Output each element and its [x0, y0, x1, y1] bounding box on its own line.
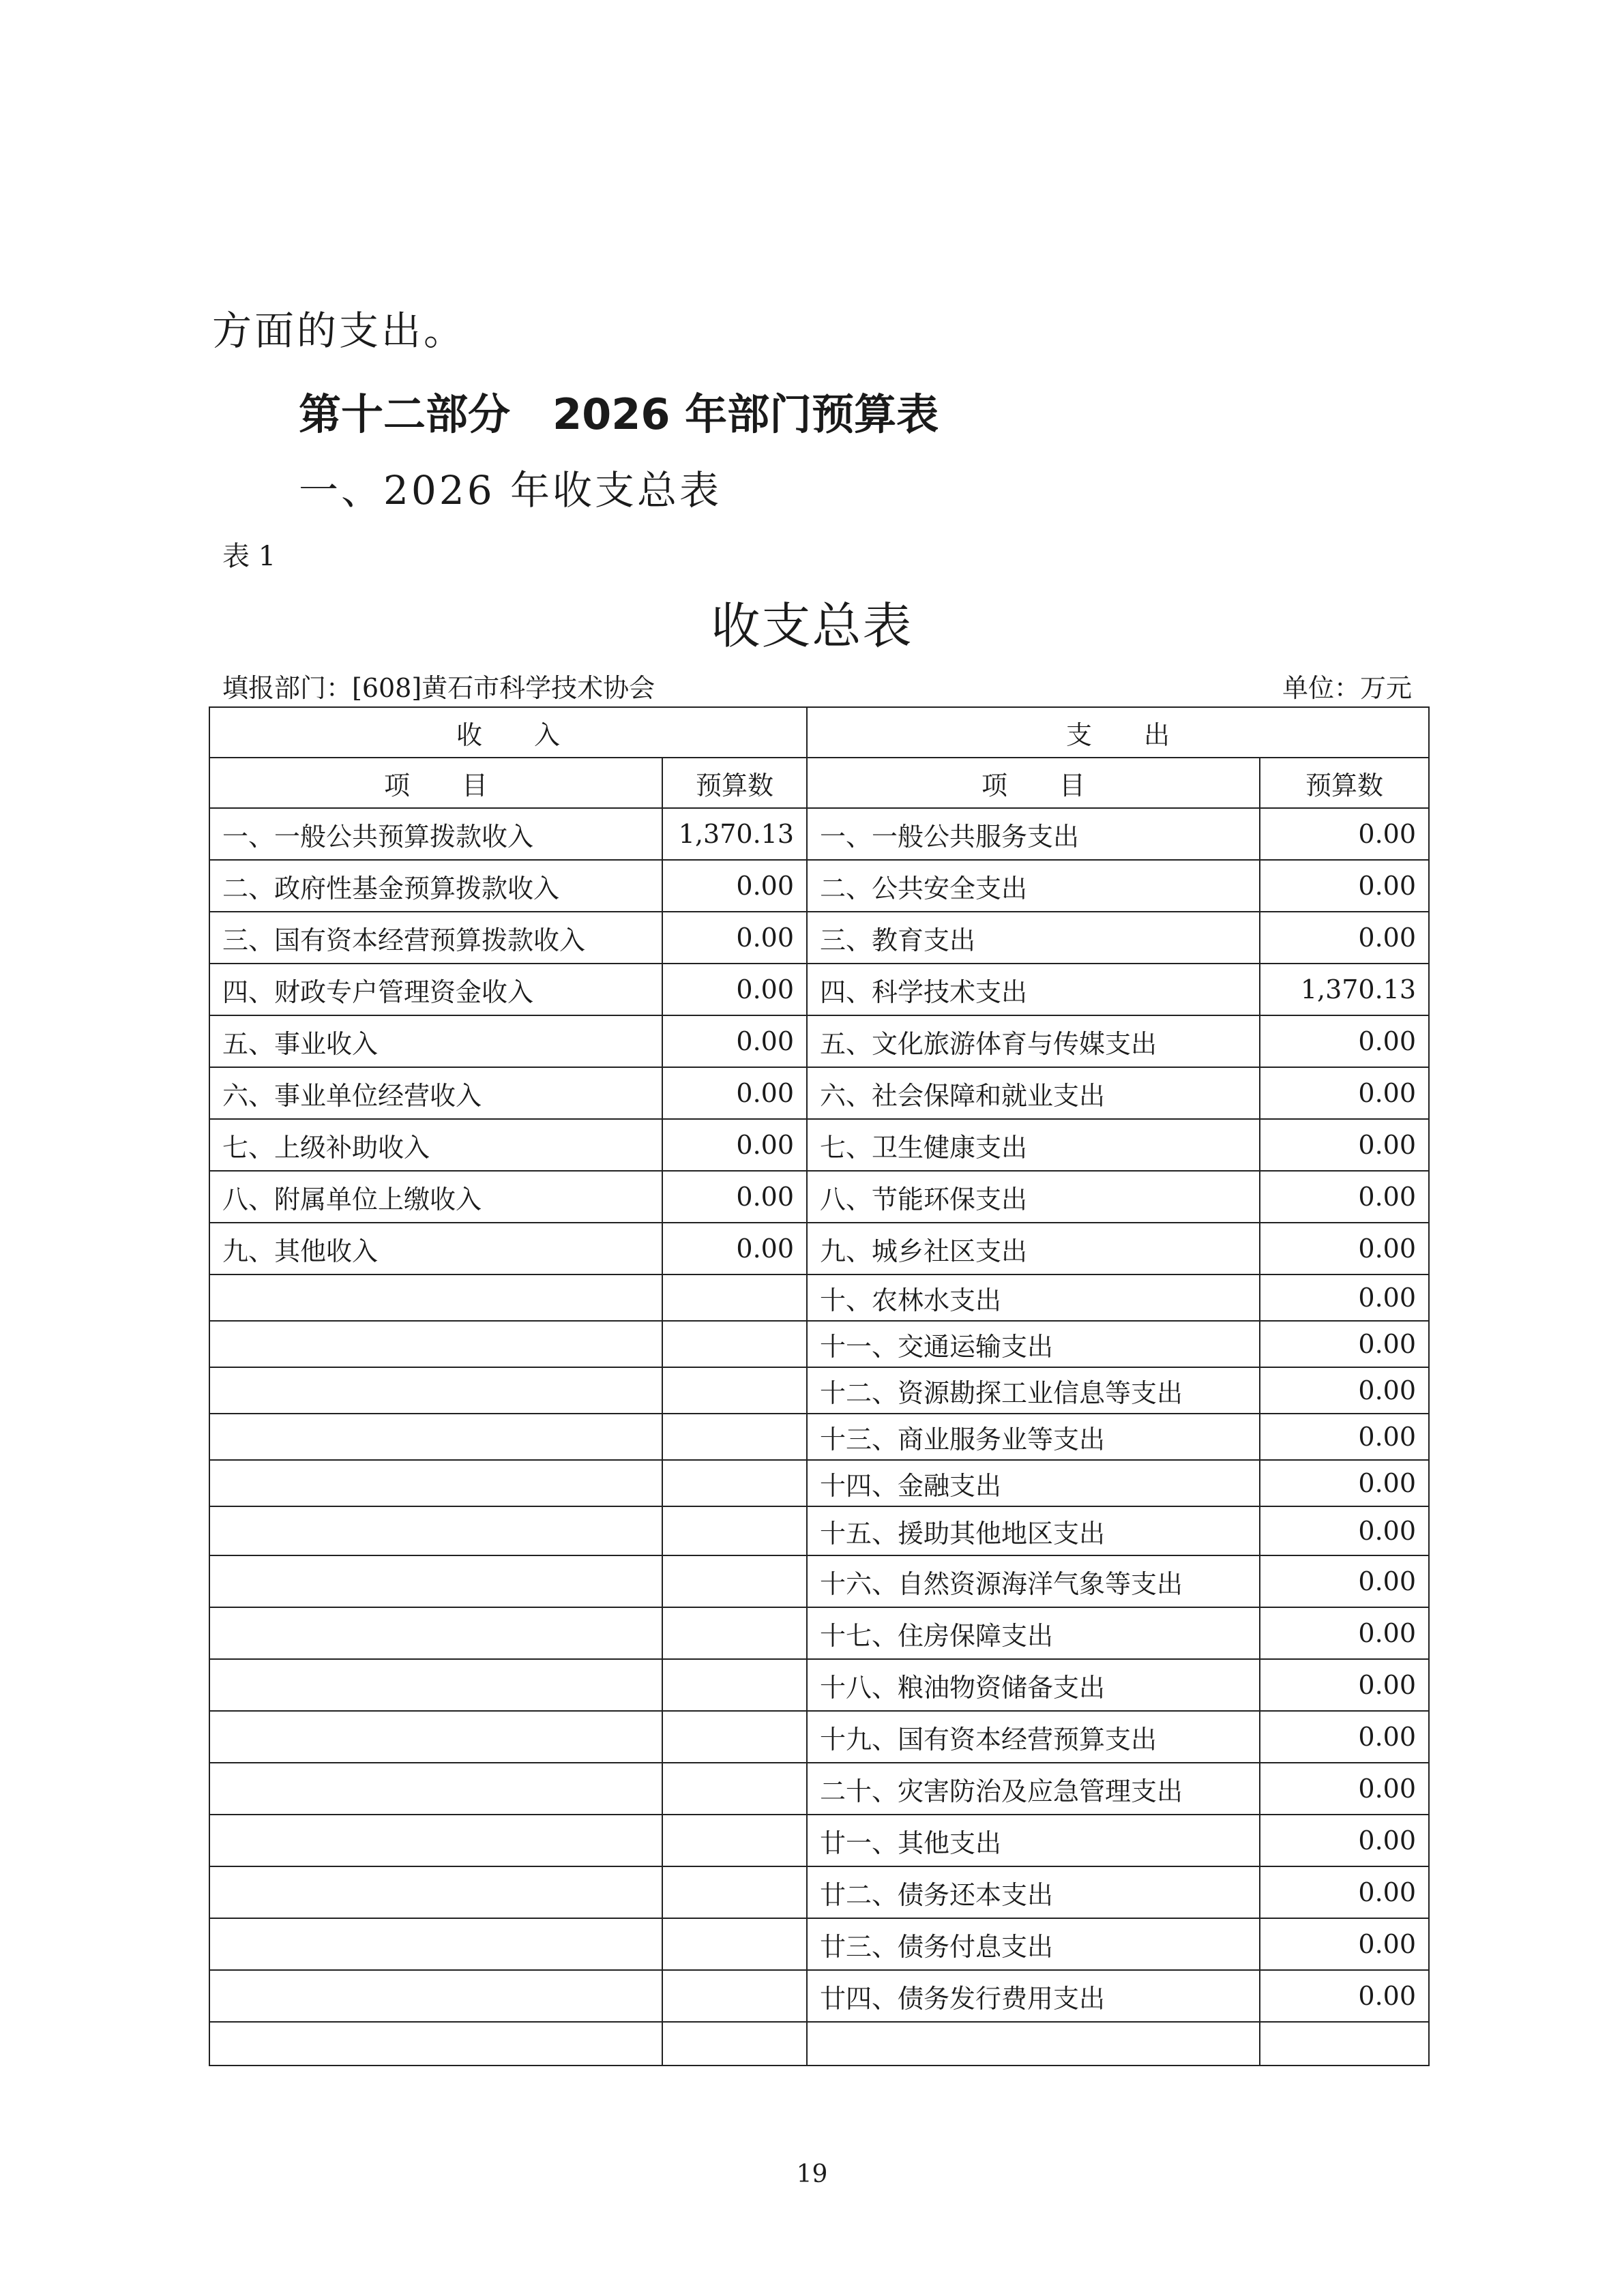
income-amount-cell — [662, 1918, 807, 1970]
income-amount-cell: 0.00 — [662, 964, 807, 1015]
income-item-cell — [209, 1918, 662, 1970]
income-budget-header: 预算数 — [662, 758, 807, 808]
expense-amount-cell: 0.00 — [1260, 860, 1429, 912]
table-row — [209, 1015, 1429, 1067]
income-item-cell — [209, 1763, 662, 1815]
expense-amount-cell: 0.00 — [1260, 1067, 1429, 1119]
income-amount-cell — [662, 1866, 807, 1918]
table-row — [209, 1970, 1429, 2022]
table-row — [209, 1414, 1429, 1460]
page-number: 19 — [796, 2160, 828, 2188]
income-amount-cell: 0.00 — [662, 1223, 807, 1274]
table-row — [209, 1321, 1429, 1367]
income-amount-cell — [662, 1970, 807, 2022]
income-amount-cell — [662, 1763, 807, 1815]
expense-amount-cell: 0.00 — [1260, 1119, 1429, 1171]
expense-item-cell — [807, 2022, 1260, 2066]
income-item-cell — [209, 1321, 662, 1367]
income-amount-cell — [662, 1321, 807, 1367]
expense-item-cell: 十二、资源勘探工业信息等支出 — [807, 1367, 1260, 1414]
income-item-cell — [209, 1970, 662, 2022]
expense-item-cell: 十三、商业服务业等支出 — [807, 1414, 1260, 1460]
income-amount-cell: 0.00 — [662, 1015, 807, 1067]
part-title: 第十二部分 2026 年部门预算表 — [299, 389, 939, 439]
income-item-cell — [209, 1506, 662, 1555]
income-item-cell: 四、财政专户管理资金收入 — [209, 964, 662, 1015]
income-amount-cell — [662, 1607, 807, 1659]
table-row — [209, 1506, 1429, 1555]
income-item-cell — [209, 2022, 662, 2066]
expense-item-cell: 四、科学技术支出 — [807, 964, 1260, 1015]
table-row — [209, 1711, 1429, 1763]
expense-item-cell: 六、社会保障和就业支出 — [807, 1067, 1260, 1119]
table-row — [209, 1119, 1429, 1171]
income-item-cell: 九、其他收入 — [209, 1223, 662, 1274]
income-amount-cell — [662, 1274, 807, 1321]
expense-amount-cell: 0.00 — [1260, 1970, 1429, 2022]
table-row — [209, 1555, 1429, 1607]
income-header: 收 入 — [209, 707, 807, 758]
table-row — [209, 1460, 1429, 1506]
section-title: 一、2026 年收支总表 — [299, 467, 722, 513]
income-item-cell — [209, 1815, 662, 1866]
expense-amount-cell: 0.00 — [1260, 1815, 1429, 1866]
expense-amount-cell: 0.00 — [1260, 1367, 1429, 1414]
expense-amount-cell: 0.00 — [1260, 1866, 1429, 1918]
income-amount-cell: 0.00 — [662, 1119, 807, 1171]
expense-amount-cell: 0.00 — [1260, 1274, 1429, 1321]
expense-amount-cell: 0.00 — [1260, 1223, 1429, 1274]
income-amount-cell: 0.00 — [662, 860, 807, 912]
expense-item-cell: 三、教育支出 — [807, 912, 1260, 964]
expense-item-cell: 九、城乡社区支出 — [807, 1223, 1260, 1274]
expense-amount-cell: 0.00 — [1260, 1460, 1429, 1506]
expense-amount-cell: 0.00 — [1260, 1918, 1429, 1970]
expense-item-cell: 八、节能环保支出 — [807, 1171, 1260, 1223]
expense-item-cell: 七、卫生健康支出 — [807, 1119, 1260, 1171]
table-number: 表 1 — [222, 541, 276, 572]
income-item-cell — [209, 1414, 662, 1460]
table-row — [209, 1815, 1429, 1866]
expense-item-cell: 十五、援助其他地区支出 — [807, 1506, 1260, 1555]
table-row — [209, 1866, 1429, 1918]
expense-item-cell: 五、文化旅游体育与传媒支出 — [807, 1015, 1260, 1067]
expense-item-cell: 十九、国有资本经营预算支出 — [807, 1711, 1260, 1763]
income-item-cell — [209, 1367, 662, 1414]
expense-amount-cell — [1260, 2022, 1429, 2066]
expense-item-cell: 二十、灾害防治及应急管理支出 — [807, 1763, 1260, 1815]
expense-amount-cell: 0.00 — [1260, 912, 1429, 964]
table-row — [209, 808, 1429, 860]
table-row — [209, 1223, 1429, 1274]
table-row — [209, 1763, 1429, 1815]
table-title: 收支总表 — [711, 597, 913, 655]
income-amount-cell: 0.00 — [662, 1171, 807, 1223]
income-item-cell — [209, 1460, 662, 1506]
income-item-cell — [209, 1711, 662, 1763]
expense-amount-cell: 0.00 — [1260, 1171, 1429, 1223]
expense-amount-cell: 0.00 — [1260, 1414, 1429, 1460]
expense-item-cell: 十六、自然资源海洋气象等支出 — [807, 1555, 1260, 1607]
expense-item-cell: 二、公共安全支出 — [807, 860, 1260, 912]
expense-item-cell: 十四、金融支出 — [807, 1460, 1260, 1506]
table-row — [209, 1659, 1429, 1711]
expense-item-cell: 廿二、债务还本支出 — [807, 1866, 1260, 1918]
table-row — [209, 1367, 1429, 1414]
expense-amount-cell: 0.00 — [1260, 1711, 1429, 1763]
expense-item-cell: 廿三、债务付息支出 — [807, 1918, 1260, 1970]
department-label: 填报部门：[608]黄石市科学技术协会 — [222, 673, 655, 703]
expense-amount-cell: 0.00 — [1260, 1321, 1429, 1367]
expense-item-cell: 十七、住房保障支出 — [807, 1607, 1260, 1659]
expense-amount-cell: 1,370.13 — [1260, 964, 1429, 1015]
expense-amount-cell: 0.00 — [1260, 808, 1429, 860]
expense-budget-header: 预算数 — [1260, 758, 1429, 808]
expense-item-cell: 十一、交通运输支出 — [807, 1321, 1260, 1367]
income-item-header: 项 目 — [209, 758, 662, 808]
table-row — [209, 912, 1429, 964]
income-item-cell: 八、附属单位上缴收入 — [209, 1171, 662, 1223]
table-row — [209, 860, 1429, 912]
income-amount-cell: 1,370.13 — [662, 808, 807, 860]
table-row — [209, 964, 1429, 1015]
table-row — [209, 1918, 1429, 1970]
expense-item-cell: 廿四、债务发行费用支出 — [807, 1970, 1260, 2022]
continuation-text: 方面的支出。 — [212, 308, 467, 354]
table-row — [209, 1067, 1429, 1119]
expense-amount-cell: 0.00 — [1260, 1763, 1429, 1815]
income-amount-cell — [662, 1659, 807, 1711]
expense-amount-cell: 0.00 — [1260, 1607, 1429, 1659]
expense-header: 支 出 — [807, 707, 1429, 758]
income-item-cell: 五、事业收入 — [209, 1015, 662, 1067]
expense-item-cell: 十八、粮油物资储备支出 — [807, 1659, 1260, 1711]
income-amount-cell — [662, 1460, 807, 1506]
expense-amount-cell: 0.00 — [1260, 1015, 1429, 1067]
expense-item-cell: 十、农林水支出 — [807, 1274, 1260, 1321]
table-row — [209, 2022, 1429, 2066]
income-item-cell: 一、一般公共预算拨款收入 — [209, 808, 662, 860]
expense-amount-cell: 0.00 — [1260, 1555, 1429, 1607]
income-amount-cell — [662, 1711, 807, 1763]
income-item-cell — [209, 1555, 662, 1607]
expense-item-cell: 廿一、其他支出 — [807, 1815, 1260, 1866]
income-amount-cell: 0.00 — [662, 912, 807, 964]
unit-label: 单位：万元 — [1282, 673, 1412, 703]
table-row — [209, 1274, 1429, 1321]
expense-item-cell: 一、一般公共服务支出 — [807, 808, 1260, 860]
income-amount-cell — [662, 1414, 807, 1460]
income-amount-cell — [662, 1367, 807, 1414]
budget-summary-table — [209, 706, 1430, 2066]
income-item-cell — [209, 1607, 662, 1659]
table-row — [209, 1607, 1429, 1659]
expense-amount-cell: 0.00 — [1260, 1659, 1429, 1711]
income-amount-cell — [662, 1506, 807, 1555]
income-item-cell: 六、事业单位经营收入 — [209, 1067, 662, 1119]
income-amount-cell: 0.00 — [662, 1067, 807, 1119]
expense-item-header: 项 目 — [807, 758, 1260, 808]
income-item-cell — [209, 1866, 662, 1918]
income-amount-cell — [662, 2022, 807, 2066]
income-item-cell: 二、政府性基金预算拨款收入 — [209, 860, 662, 912]
income-item-cell — [209, 1274, 662, 1321]
income-item-cell: 七、上级补助收入 — [209, 1119, 662, 1171]
income-amount-cell — [662, 1555, 807, 1607]
expense-amount-cell: 0.00 — [1260, 1506, 1429, 1555]
income-amount-cell — [662, 1815, 807, 1866]
income-item-cell — [209, 1659, 662, 1711]
table-row — [209, 1171, 1429, 1223]
income-item-cell: 三、国有资本经营预算拨款收入 — [209, 912, 662, 964]
